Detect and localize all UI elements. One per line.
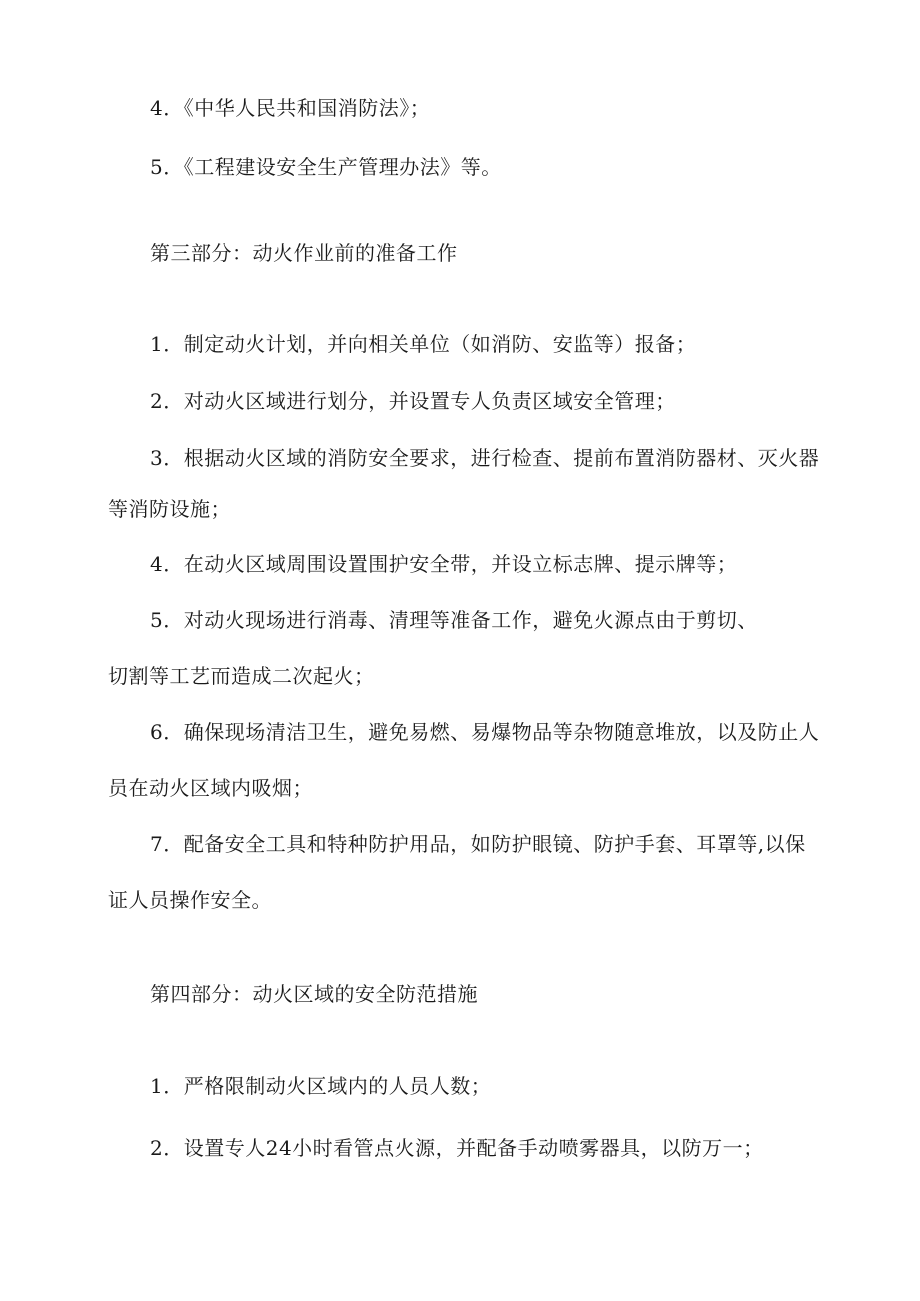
- part3-item-3-line-1: 3．根据动火区域的消防安全要求，进行检查、提前布置消防器材、灭火器: [150, 446, 820, 470]
- part3-item-4: 4．在动火区域周围设置围护安全带，并设立标志牌、提示牌等；: [150, 552, 738, 576]
- reference-item-4: 4．《中华人民共和国消防法》；: [150, 96, 431, 120]
- part3-item-5-line-2: 切割等工艺而造成二次起火；: [108, 664, 375, 688]
- part3-item-6-line-2: 员在动火区域内吸烟；: [108, 776, 313, 800]
- part4-item-2: 2．设置专人24小时看管点火源，并配备手动喷雾器具，以防万一；: [150, 1136, 764, 1160]
- part3-item-1: 1．制定动火计划，并向相关单位（如消防、安监等）报备；: [150, 332, 697, 356]
- part3-item-2: 2．对动火区域进行划分，并设置专人负责区域安全管理；: [150, 389, 676, 413]
- part3-item-7-line-1: 7．配备安全工具和特种防护用品，如防护眼镜、防护手套、耳罩等,以保: [150, 832, 806, 856]
- part4-heading: 第四部分：动火区域的安全防范措施: [150, 982, 478, 1006]
- part3-item-3-line-2: 等消防设施；: [108, 497, 231, 521]
- reference-item-5: 5．《工程建设安全生产管理办法》等。: [150, 155, 502, 179]
- part3-item-6-line-1: 6．确保现场清洁卫生，避免易燃、易爆物品等杂物随意堆放，以及防止人: [150, 720, 820, 744]
- part4-item-1: 1．严格限制动火区域内的人员人数；: [150, 1074, 492, 1098]
- part3-heading: 第三部分：动火作业前的准备工作: [150, 241, 458, 265]
- part3-item-7-line-2: 证人员操作安全。: [108, 888, 272, 912]
- part3-item-5-line-1: 5．对动火现场进行消毒、清理等准备工作，避免火源点由于剪切、: [150, 608, 758, 632]
